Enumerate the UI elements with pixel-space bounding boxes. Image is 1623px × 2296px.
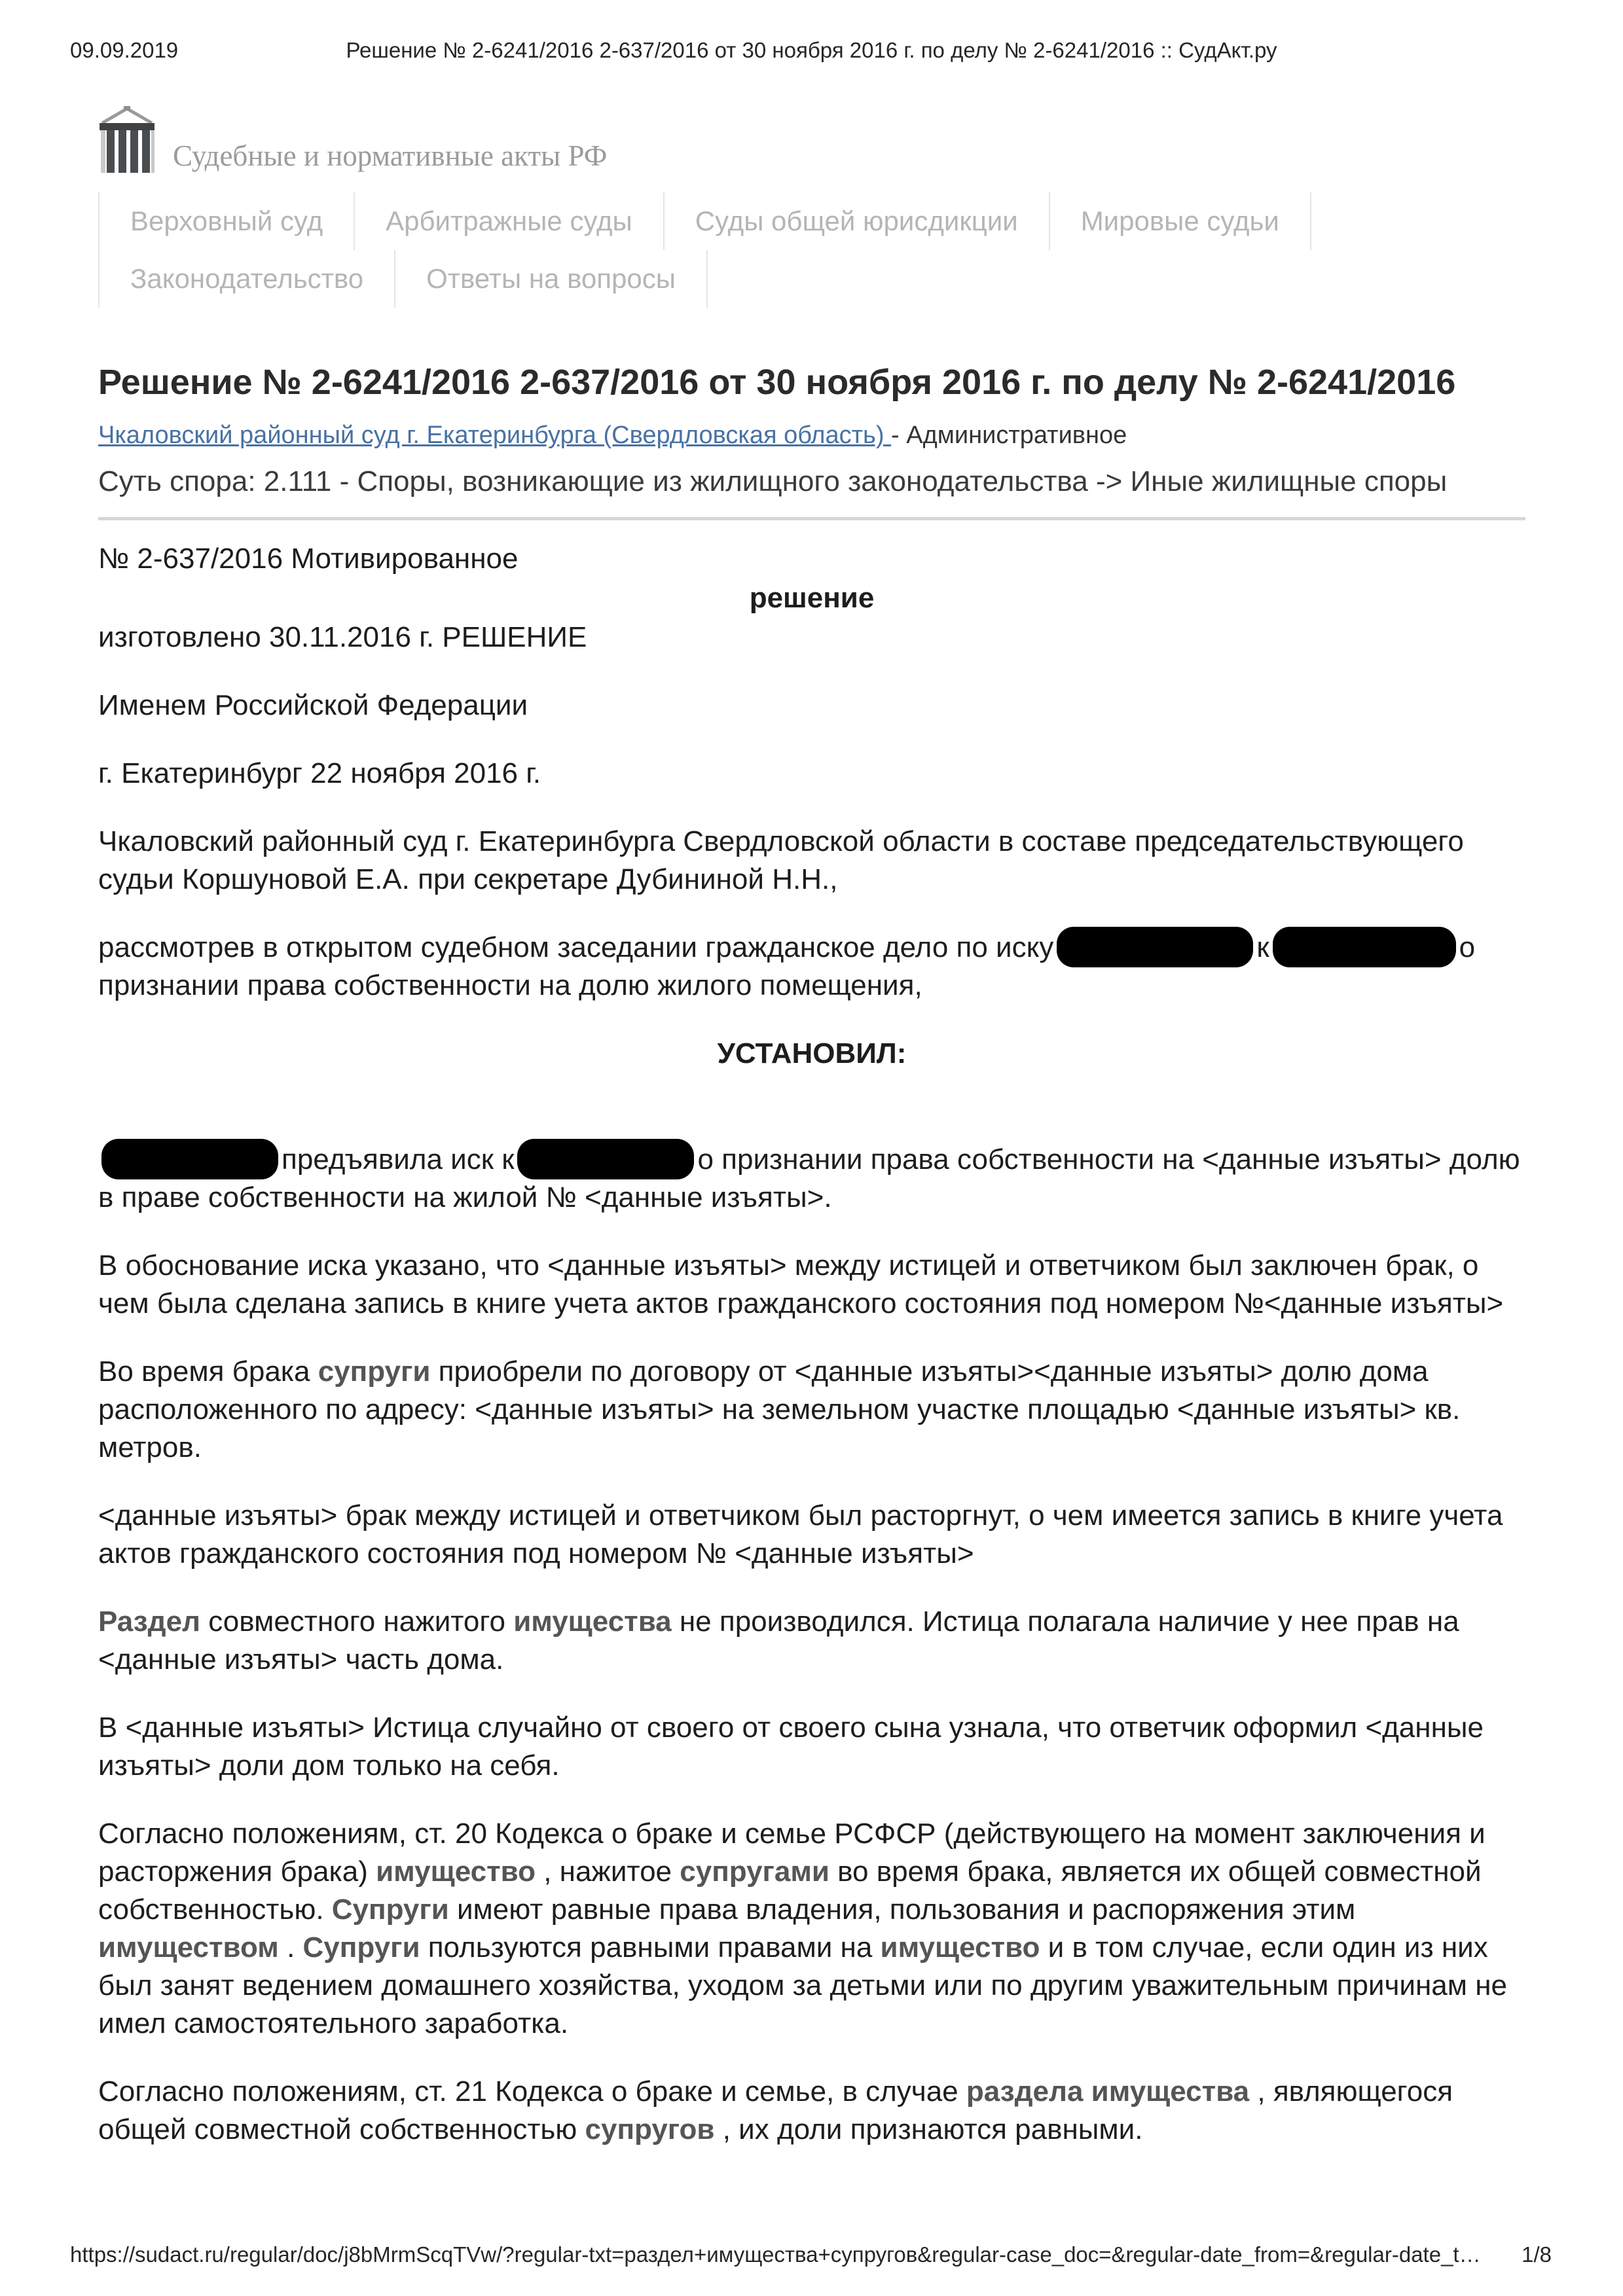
nav-row-2 — [98, 250, 1311, 308]
highlighted-search-term: Супруги — [302, 1931, 420, 1964]
paragraph-text: пользуются равными правами на — [420, 1931, 881, 1964]
paragraph-text: № 2-637/2016 Мотивированное — [98, 543, 519, 575]
redacted-text — [1273, 927, 1456, 967]
document-paragraph — [98, 687, 1525, 725]
decision-meta — [98, 419, 1525, 452]
document-paragraph — [98, 929, 1525, 1005]
redacted-text — [517, 1139, 694, 1179]
document-paragraph — [98, 1815, 1525, 2043]
document-body — [98, 520, 1525, 2149]
paragraph-text: во время брака, является их общей совместной собственностью. — [98, 1856, 1482, 1926]
paragraph-text: . — [278, 1931, 303, 1964]
main-navigation — [98, 192, 1311, 308]
highlighted-search-term: супруги — [318, 1355, 431, 1388]
redacted-text — [1057, 927, 1253, 967]
document-paragraph — [98, 619, 1525, 656]
print-source-url: https://sudact.ru/regular/doc/j8bMrmScqTVw/?regular-txt=раздел+имущества+супругов&regular-case_doc=&regular-date_from=&regular-date_t… — [70, 2242, 1481, 2267]
paragraph-text: , являющегося общей совместной собственностью — [98, 2075, 1453, 2145]
paragraph-text: совместного нажитого — [200, 1605, 514, 1638]
paragraph-text: о признании права собственности на <данные изъяты> долю в праве собственности на жилой № <данные изъяты>. — [98, 1143, 1520, 1213]
nav-item[interactable]: Верховный суд — [98, 192, 354, 250]
nav-item[interactable]: Законодательство — [98, 250, 394, 308]
print-page-number: 1/8 — [1522, 2242, 1552, 2267]
document-paragraph — [98, 540, 1525, 578]
decision-title: Решение № 2-6241/2016 2-637/2016 от 30 ноября 2016 г. по делу № 2-6241/2016 — [98, 363, 1456, 402]
paragraph-text: В <данные изъяты> Истица случайно от своего от своего сына узнала, что ответчик оформил <данные изъяты> доли дом только на себя. — [98, 1712, 1484, 1782]
paragraph-text: не производился. Истица полагала наличие у нее прав на <данные изъяты> часть дома. — [98, 1605, 1459, 1676]
document-paragraph — [98, 1141, 1525, 1217]
paragraph-text: предъявила иск к — [282, 1143, 515, 1175]
site-logo-text: Судебные и нормативные акты РФ — [173, 139, 608, 172]
paragraph-text: В обоснование иска указано, что <данные изъяты> между истицей и ответчиком был заключен брак, о чем была сделана запись в книге учета актов гражданского состояния под номером №<данные изъяты> — [98, 1249, 1504, 1319]
highlighted-search-term: Раздел — [98, 1605, 200, 1638]
print-footer — [70, 2242, 1552, 2267]
paragraph-text: , нажитое — [535, 1856, 680, 1888]
document-paragraph — [98, 1035, 1525, 1073]
highlighted-search-term: Супруги — [331, 1893, 449, 1926]
document-paragraph — [98, 1247, 1525, 1323]
paragraph-text: Именем Российской Федерации — [98, 689, 528, 721]
print-date: 09.09.2019 — [70, 38, 179, 62]
nav-item[interactable]: Суды общей юрисдикции — [663, 192, 1049, 250]
highlighted-search-term: супругов — [585, 2113, 715, 2145]
paragraph-text: о признании права собственности на долю жилого помещения, — [98, 931, 1476, 1001]
dispute-subject: Суть спора: 2.111 - Споры, возникающие из жилищного законодательства -> Иные жилищные споры — [98, 465, 1448, 497]
redacted-text — [101, 1139, 278, 1179]
article — [98, 361, 1525, 2179]
paragraph-text: Во время брака — [98, 1355, 318, 1388]
paragraph-text: и в том случае, если один из них был занят ведением домашнего хозяйства, уходом за детьми или по другим уважительным причинам не имел самостоятельного заработка. — [98, 1931, 1508, 2039]
highlighted-search-term: имущество — [376, 1856, 536, 1888]
paragraph-text: Чкаловский районный суд г. Екатеринбурга Свердловской области в составе председательствующего судьи Коршуновой Е.А. при секретаре Дубининой Н.Н., — [98, 825, 1464, 895]
document-paragraph — [98, 1603, 1525, 1679]
document-paragraph — [98, 2073, 1525, 2149]
document-paragraph — [98, 1497, 1525, 1573]
paragraph-text: приобрели по договору от <данные изъяты><данные изъяты> долю дома расположенного по адресу: <данные изъяты> на земельном участке площадью <данные изъяты> кв. метров. — [98, 1355, 1461, 1463]
court-link[interactable]: Чкаловский районный суд г. Екатеринбурга (Свердловская область) — [98, 422, 892, 449]
paragraph-text: , их доли признаются равными. — [714, 2113, 1143, 2145]
paragraph-text: изготовлено 30.11.2016 г. РЕШЕНИЕ — [98, 621, 587, 653]
highlighted-search-term: раздела имущества — [966, 2075, 1250, 2108]
nav-item[interactable]: Мировые судьи — [1049, 192, 1311, 250]
paragraph-text: <данные изъяты> брак между истицей и ответчиком был расторгнут, о чем имеется запись в книге учета актов гражданского состояния под номером № <данные изъяты> — [98, 1499, 1503, 1570]
document-paragraph — [98, 1353, 1525, 1467]
highlighted-search-term: супругами — [680, 1856, 830, 1888]
highlighted-search-term: имущество — [880, 1931, 1040, 1964]
paragraph-text: Согласно положениям, ст. 20 Кодекса о браке и семье РСФСР (действующего на момент заключения и расторжения брака) — [98, 1818, 1486, 1888]
temple-columns-icon — [98, 106, 156, 174]
paragraph-text: к — [1256, 931, 1269, 963]
nav-item[interactable]: Арбитражные суды — [354, 192, 663, 250]
print-header — [0, 38, 1623, 63]
print-page-title: Решение № 2-6241/2016 2-637/2016 от 30 ноября 2016 г. по делу № 2-6241/2016 :: СудАкт.ру — [346, 38, 1277, 62]
paragraph-text: г. Екатеринбург 22 ноября 2016 г. — [98, 757, 541, 789]
document-paragraph — [98, 579, 1525, 617]
paragraph-text: УСТАНОВИЛ: — [717, 1037, 907, 1069]
site-logo[interactable] — [98, 106, 607, 174]
document-paragraph — [98, 755, 1525, 793]
highlighted-search-term: имуществом — [98, 1931, 279, 1964]
case-type-label: - Административное — [891, 422, 1127, 449]
document-paragraph — [98, 823, 1525, 899]
paragraph-text: решение — [749, 582, 875, 614]
document-paragraph — [98, 1709, 1525, 1785]
nav-item[interactable]: Ответы на вопросы — [394, 250, 708, 308]
highlighted-search-term: имущества — [513, 1605, 672, 1638]
paragraph-text: рассмотрев в открытом судебном заседании гражданское дело по иску — [98, 931, 1054, 963]
paragraph-text: имеют равные права владения, пользования и распоряжения этим — [448, 1893, 1356, 1926]
paragraph-text: Согласно положениям, ст. 21 Кодекса о браке и семье, в случае — [98, 2075, 966, 2108]
nav-row-1 — [98, 192, 1311, 250]
